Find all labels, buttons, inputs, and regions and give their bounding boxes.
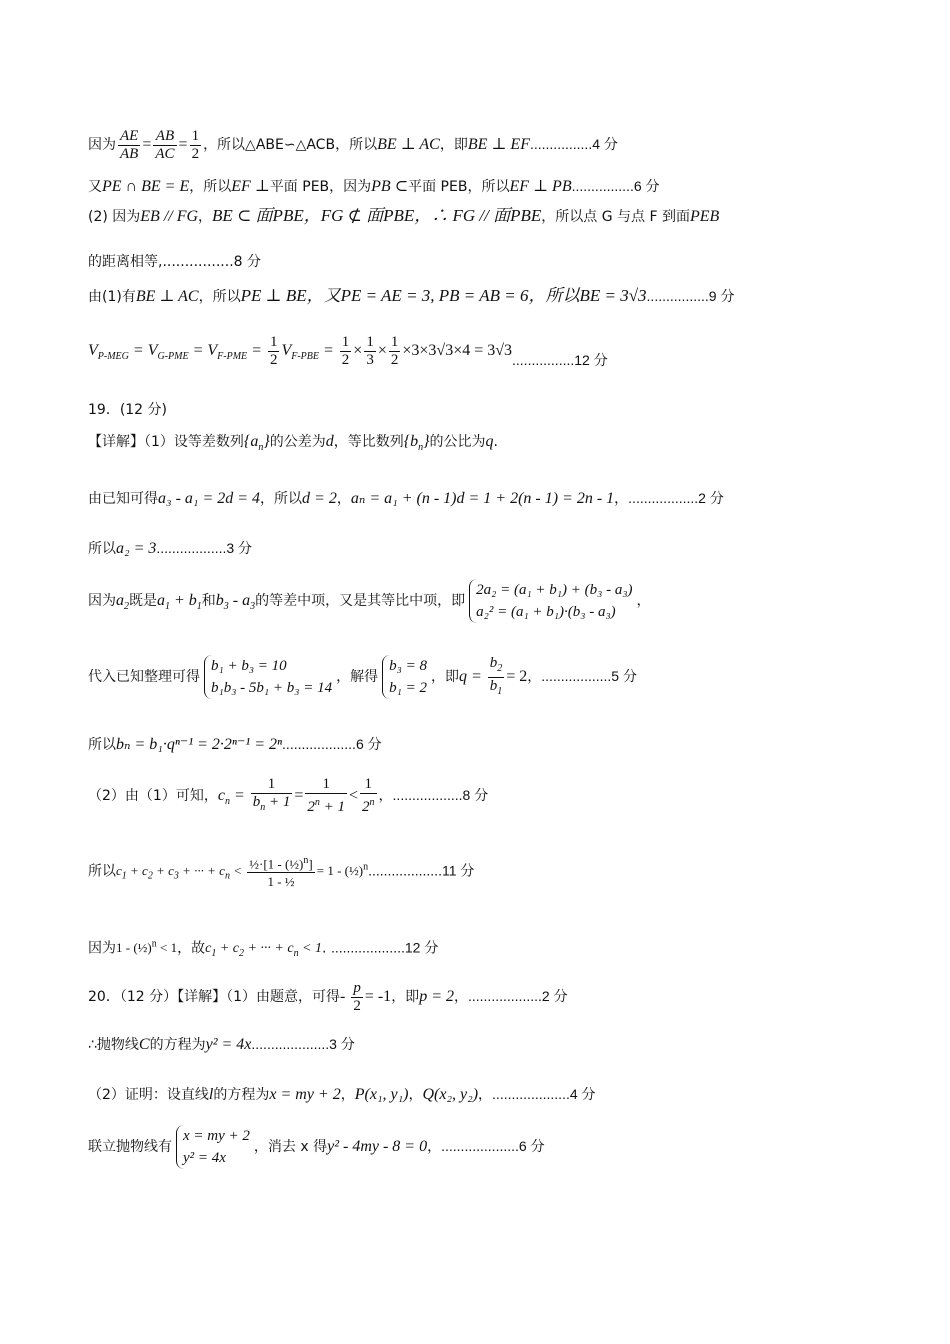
line-6-volume: $V_{P-MEG} = V_{G-PME} = V_{F-PME}$ = $\frac{1}{2}$ $V_{F-PBE}$ = $\frac{1}{2}$ × $\frac{1}{3}$ × $\frac{1}{2}$ ×3×3√3×4 = 3√3................12 分 (88, 333, 608, 368)
q19-heading: 19．(12 分) (88, 402, 168, 418)
line-16: 20．（12 分）【详解】（1）由题意，可得- $\frac{p}{2}$ = -1，即p = 2，...................2 分 (88, 979, 568, 1014)
fraction: $\frac{1}{2}$ (191, 127, 200, 162)
line-10: 因为$a_2$既是$a_1 + b_1$和$b_3 - a_3$的等差中项，又是其等比中项，即 2a₂ = (a₁ + b₁) + (b₃ - a₃) a₂² = (a₁ + b₁)·(b₃ - a₃) ， (88, 576, 651, 626)
line-8: 由已知可得a₃ - a₁ = 2d = 4，所以d = 2，aₙ = a₁ + (n - 1)d = 1 + 2(n - 1) = 2n - 1，..................2 分 (88, 490, 724, 507)
fraction: $\frac{AE}{AB}$ (120, 127, 139, 162)
line-1: 因为 $\frac{AE}{AB}$ = $\frac{AB}{AC}$ = $\frac{1}{2}$ ，所以△ABE∽△ACB，所以BE ⊥ AC，即BE ⊥ EF................4 分 (88, 127, 618, 162)
equation-system: 2a₂ = (a₁ + b₁) + (b₃ - a₃) a₂² = (a₁ + b₁)·(b₃ - a₃) (469, 579, 632, 623)
line-5: 由(1)有BE ⊥ AC，所以PE ⊥ BE，又PE = AE = 3, PB = AB = 6，所以BE = 3√3................9 分 (88, 286, 735, 305)
text: 因为 (88, 137, 116, 153)
line-3: (2) 因为EB // FG，BE ⊂ 面PBE，FG ⊄ 面PBE，∴ FG // 面PBE，所以点 G 与点 F 到面PEB (88, 206, 720, 225)
equation-system: b₁ + b₃ = 10 b₁b₃ - 5b₁ + b₃ = 14 (204, 655, 332, 699)
equation-system: b₃ = 8 b₁ = 2 (382, 655, 427, 699)
line-14: 所以$c_1 + c_2 + c_3$ + ··· + $c_n$ < $\frac{\frac{1}{2}\cdot[1 - (\frac{1}{2})^n]}{\text{1 - ½}}$ = 1 - (½)$^n$...................11 分 (88, 828, 474, 908)
line-19: 联立抛物线有 x = my + 2 y² = 4x ，消去 x 得y² - 4my - 8 = 0，....................6 分 (88, 1120, 545, 1172)
line-18: （2）证明：设直线l的方程为x = my + 2，P(x₁, y₁)，Q(x₂, y₂)，....................4 分 (88, 1086, 596, 1103)
line-17: ∴抛物线C的方程为y² = 4x....................3 分 (88, 1036, 355, 1053)
fraction: $\frac{AB}{AC}$ (155, 127, 175, 162)
line-4: 的距离相等,................8 分 (88, 254, 262, 270)
line-2: 又PE ∩ BE = E，所以EF ⊥平面 PEB，因为PB ⊂平面 PEB，所以EF ⊥ PB................6 分 (88, 178, 660, 195)
line-15: 因为1 - (½)$^n$ < 1，故$c_1 + c_2$ + ··· + $c_n < 1$. ...................12 分 (88, 939, 439, 960)
line-13: （2）由（1）可知，$c_n$ = $\frac{1}{b_n + 1}$ = $\frac{1}{2^n + 1}$ < $\frac{1}{2^n}$ ，..................8 分 (88, 776, 489, 815)
line-7: 【详解】（1）设等差数列$\{a_n\}$的公差为d，等比数列$\{b_n\}$的公比为q. (88, 433, 498, 454)
equation-system: x = my + 2 y² = 4x (176, 1125, 250, 1169)
line-12: 所以bₙ = b₁·qⁿ⁻¹ = 2·2ⁿ⁻¹ = 2ⁿ...................6 分 (88, 736, 382, 753)
line-9: 所以a₂ = 3..................3 分 (88, 540, 253, 557)
line-11: 代入已知整理可得 b₁ + b₃ = 10 b₁b₃ - 5b₁ + b₃ = 14 ，解得 b₃ = 8 b₁ = 2 ，即q = $\frac{b_2}{b_1}$ = 2，..................5 分 (88, 650, 637, 702)
